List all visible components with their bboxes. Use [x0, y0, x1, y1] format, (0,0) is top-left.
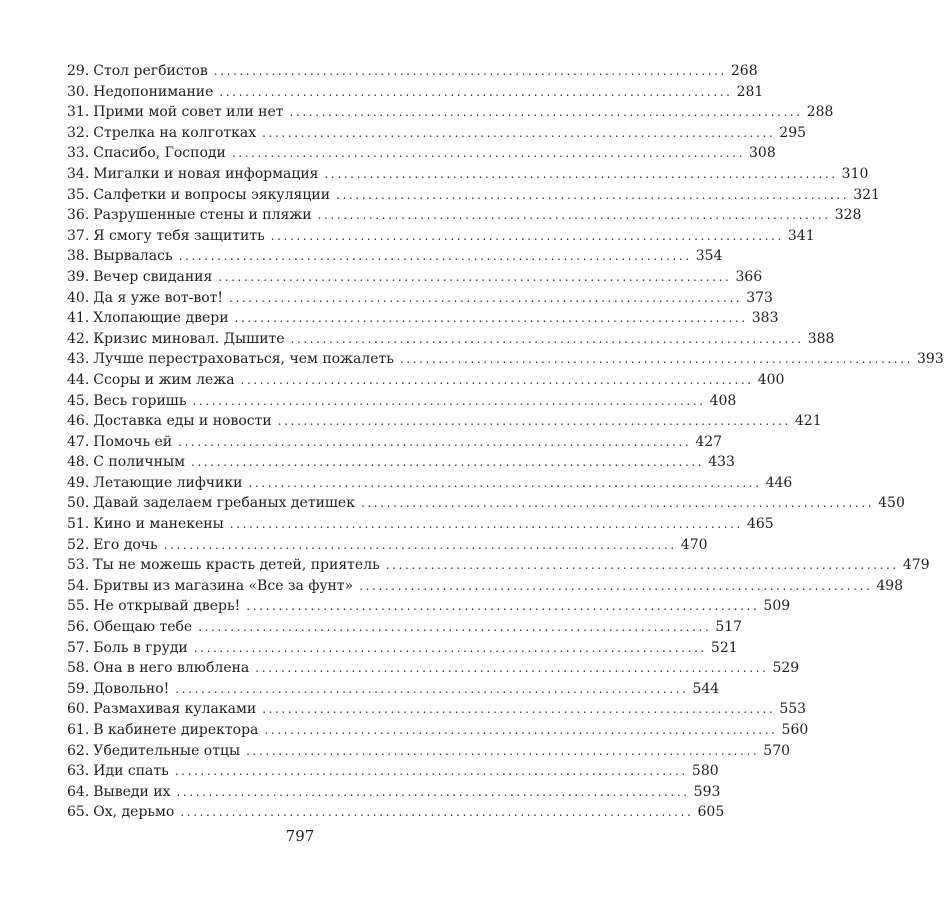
toc-entry	[67, 617, 743, 638]
page-ref: 517	[715, 619, 743, 636]
page-ref: 288	[806, 104, 834, 121]
toc-entry	[67, 555, 930, 576]
chapter-title: С поличным	[93, 454, 186, 471]
chapter-number: 36.	[67, 207, 90, 224]
dot-leader: ................................................................................	[163, 537, 677, 552]
chapter-number: 39.	[67, 268, 90, 285]
chapter-number: 40.	[67, 289, 90, 306]
dot-leader: ................................................................................	[317, 208, 831, 223]
dot-leader: ................................................................................	[175, 681, 689, 696]
chapter-title: Боль в груди	[93, 639, 188, 656]
page-ref: 328	[834, 207, 862, 224]
toc-entry	[67, 411, 822, 432]
toc-entry	[67, 802, 725, 823]
chapter-number: 47.	[67, 433, 90, 450]
chapter-number: 32.	[67, 124, 90, 141]
chapter-title: Иди спать	[93, 763, 169, 780]
page-ref: 421	[794, 413, 822, 430]
chapter-number: 64.	[67, 783, 90, 800]
chapter-number: 30.	[67, 83, 90, 100]
chapter-title: Размахивая кулаками	[93, 701, 257, 718]
toc-entry	[67, 267, 763, 288]
dot-leader: ................................................................................	[191, 455, 705, 470]
dot-leader: ................................................................................	[324, 166, 838, 181]
chapter-title: Не открывай дверь!	[93, 598, 241, 615]
chapter-title: Довольно!	[93, 680, 170, 697]
chapter-title: Да я уже вот-вот!	[93, 289, 224, 306]
chapter-number: 61.	[67, 722, 90, 738]
toc-entry	[67, 535, 708, 556]
toc-entry	[67, 596, 791, 617]
dot-leader: ................................................................................	[240, 372, 754, 387]
page-ref: 393	[917, 351, 944, 368]
dot-leader: ................................................................................	[248, 475, 762, 490]
page-ref: 465	[746, 516, 774, 533]
page-ref: 388	[807, 330, 835, 347]
page-ref: 560	[781, 722, 809, 738]
chapter-number: 51.	[67, 516, 90, 533]
chapter-title: Стрелка на колготках	[93, 124, 257, 141]
toc-entry	[67, 576, 904, 597]
page-ref: 341	[787, 227, 815, 244]
dot-leader: ................................................................................	[174, 764, 688, 779]
chapter-number: 49.	[67, 474, 90, 491]
chapter-number: 33.	[67, 145, 90, 162]
chapter-title: Хлопающие двери	[93, 310, 229, 327]
chapter-number: 65.	[67, 804, 90, 821]
dot-leader: ................................................................................	[246, 599, 760, 614]
dot-leader: ................................................................................	[399, 352, 914, 367]
chapter-title: Спасибо, Господи	[93, 145, 226, 162]
chapter-title: Она в него влюблена	[93, 660, 250, 677]
dot-leader: ................................................................................	[193, 640, 707, 655]
page-ref: 321	[853, 186, 880, 203]
chapter-title: Прими мой совет или нет	[93, 104, 284, 121]
page-ref: 450	[878, 495, 905, 512]
page-ref: 593	[693, 783, 721, 800]
dot-leader: ................................................................................	[289, 105, 803, 120]
chapter-title: Кризис миновал. Дышите	[93, 330, 285, 347]
page-ref: 509	[763, 598, 791, 615]
chapter-number: 60.	[67, 701, 90, 718]
chapter-number: 55.	[67, 598, 90, 615]
dot-leader: ................................................................................	[360, 496, 875, 511]
chapter-number: 41.	[67, 310, 90, 327]
chapter-number: 48.	[67, 454, 90, 471]
page-ref: 310	[841, 165, 869, 182]
chapter-title: Помочь ей	[93, 433, 173, 450]
toc-entry	[67, 102, 834, 123]
chapter-number: 34.	[67, 165, 90, 182]
chapter-title: В кабинете директора	[93, 722, 259, 738]
toc-entry	[67, 164, 869, 185]
chapter-number: 44.	[67, 371, 90, 388]
chapter-title: Его дочь	[93, 536, 158, 553]
toc-entry	[67, 143, 776, 164]
chapter-number: 35.	[67, 186, 90, 203]
dot-leader: ................................................................................	[198, 620, 712, 635]
chapter-title: Мигалки и новая информация	[93, 165, 319, 182]
toc-entry	[67, 452, 735, 473]
chapter-title: Кино и манекены	[93, 516, 224, 533]
chapter-title: Давай заделаем гребаных детишек	[93, 495, 355, 512]
chapter-number: 45.	[67, 392, 90, 409]
chapter-number: 53.	[67, 557, 90, 574]
toc-entry	[67, 679, 720, 700]
chapter-title: Ссоры и жим лежа	[93, 371, 235, 388]
dot-leader: ................................................................................	[336, 187, 850, 202]
toc-entry	[67, 185, 880, 206]
chapter-title: Весь горишь	[93, 392, 187, 409]
dot-leader: ................................................................................	[176, 784, 690, 799]
page-ref: 570	[763, 742, 791, 759]
chapter-number: 58.	[67, 660, 90, 677]
chapter-title: Ты не можешь красть детей, приятель	[93, 557, 380, 574]
chapter-title: Салфетки и вопросы эякуляции	[93, 186, 331, 203]
page-ref: 521	[710, 639, 738, 656]
page-ref: 354	[695, 248, 723, 265]
toc-entry	[67, 658, 800, 679]
toc-entry	[67, 329, 835, 350]
page-ref: 373	[746, 289, 773, 306]
dot-leader: ................................................................................	[264, 723, 778, 737]
page-ref: 268	[730, 63, 758, 79]
chapter-number: 59.	[67, 680, 90, 697]
dot-leader: ................................................................................	[277, 414, 791, 429]
toc-entry	[67, 638, 738, 659]
chapter-title: Лучше перестраховаться, чем пожалеть	[93, 351, 394, 368]
page-ref: 295	[779, 124, 807, 141]
toc-entry	[67, 761, 719, 782]
chapter-number: 42.	[67, 330, 90, 347]
dot-leader: ................................................................................	[262, 125, 776, 140]
toc-entry	[67, 493, 905, 514]
chapter-number: 50.	[67, 495, 90, 512]
chapter-title: Я смогу тебя защитить	[93, 227, 265, 244]
dot-leader: ................................................................................	[290, 331, 804, 346]
page-ref: 479	[902, 557, 930, 574]
dot-leader: ................................................................................	[385, 558, 899, 573]
page-ref: 498	[876, 577, 904, 594]
page-ref: 366	[735, 268, 763, 285]
chapter-number: 37.	[67, 227, 90, 244]
dot-leader: ................................................................................	[255, 661, 769, 676]
page-ref: 580	[691, 763, 719, 780]
chapter-title: Бритвы из магазина «Все за фунт»	[93, 577, 354, 594]
chapter-title: Разрушенные стены и пляжи	[93, 207, 312, 224]
dot-leader: ................................................................................	[219, 84, 733, 99]
page-ref: 308	[749, 145, 776, 162]
toc-entry	[67, 432, 723, 453]
table-of-contents	[67, 61, 944, 823]
dot-leader: ................................................................................	[213, 64, 727, 78]
chapter-number: 63.	[67, 763, 90, 780]
toc-entry	[67, 782, 721, 803]
toc-entry	[67, 391, 737, 412]
dot-leader: ................................................................................	[262, 702, 776, 717]
dot-leader: ................................................................................	[270, 228, 784, 243]
chapter-number: 62.	[67, 742, 90, 759]
chapter-title: Выведи их	[93, 783, 171, 800]
chapter-number: 57.	[67, 639, 90, 656]
toc-entry	[67, 473, 793, 494]
chapter-number: 54.	[67, 577, 90, 594]
chapter-title: Вечер свидания	[93, 268, 213, 285]
chapter-number: 43.	[67, 351, 90, 368]
dot-leader: ................................................................................	[231, 146, 745, 161]
chapter-number: 29.	[67, 63, 90, 79]
toc-entry	[67, 246, 723, 267]
page-ref: 446	[765, 474, 793, 491]
page-ref: 408	[709, 392, 737, 409]
chapter-number: 46.	[67, 413, 90, 430]
page-ref: 400	[757, 371, 785, 388]
chapter-title: Недопонимание	[93, 83, 214, 100]
page-ref: 529	[772, 660, 800, 677]
toc-entry	[67, 308, 779, 329]
chapter-title: Обещаю тебе	[93, 619, 193, 636]
page-ref: 433	[708, 454, 735, 471]
toc-entry	[67, 699, 807, 720]
toc-entry	[67, 349, 944, 370]
page-ref: 281	[736, 83, 764, 100]
page-ref: 383	[751, 310, 779, 327]
page-ref: 427	[695, 433, 723, 450]
dot-leader: ................................................................................	[192, 393, 706, 408]
chapter-title: Стол регбистов	[93, 63, 208, 79]
chapter-title: Вырвалась	[93, 248, 173, 265]
dot-leader: ................................................................................	[246, 743, 760, 758]
chapter-number: 31.	[67, 104, 90, 121]
dot-leader: ................................................................................	[229, 517, 743, 532]
toc-entry	[67, 61, 758, 82]
chapter-title: Убедительные отцы	[93, 742, 241, 759]
dot-leader: ................................................................................	[178, 434, 692, 449]
page-ref: 544	[692, 680, 720, 697]
dot-leader: ................................................................................	[229, 290, 743, 305]
chapter-title: Летающие лифчики	[93, 474, 243, 491]
chapter-title: Доставка еды и новости	[93, 413, 272, 430]
dot-leader: ................................................................................	[180, 805, 694, 820]
page-ref: 605	[697, 804, 725, 821]
chapter-number: 52.	[67, 536, 90, 553]
toc-entry	[67, 288, 773, 309]
chapter-number: 38.	[67, 248, 90, 265]
toc-entry	[67, 514, 774, 535]
page-ref: 470	[680, 536, 708, 553]
toc-entry	[67, 123, 807, 144]
toc-entry	[67, 226, 815, 247]
chapter-number: 56.	[67, 619, 90, 636]
dot-leader: ................................................................................	[234, 311, 748, 326]
toc-entry	[67, 720, 809, 741]
page-number: 797	[285, 827, 315, 845]
toc-entry	[67, 205, 862, 226]
toc-entry	[67, 741, 791, 762]
dot-leader: ................................................................................	[359, 578, 873, 593]
page-ref: 553	[779, 701, 807, 718]
dot-leader: ................................................................................	[218, 269, 732, 284]
dot-leader: ................................................................................	[178, 249, 692, 264]
toc-entry	[67, 82, 764, 103]
chapter-title: Ох, дерьмо	[93, 804, 175, 821]
toc-entry	[67, 370, 785, 391]
